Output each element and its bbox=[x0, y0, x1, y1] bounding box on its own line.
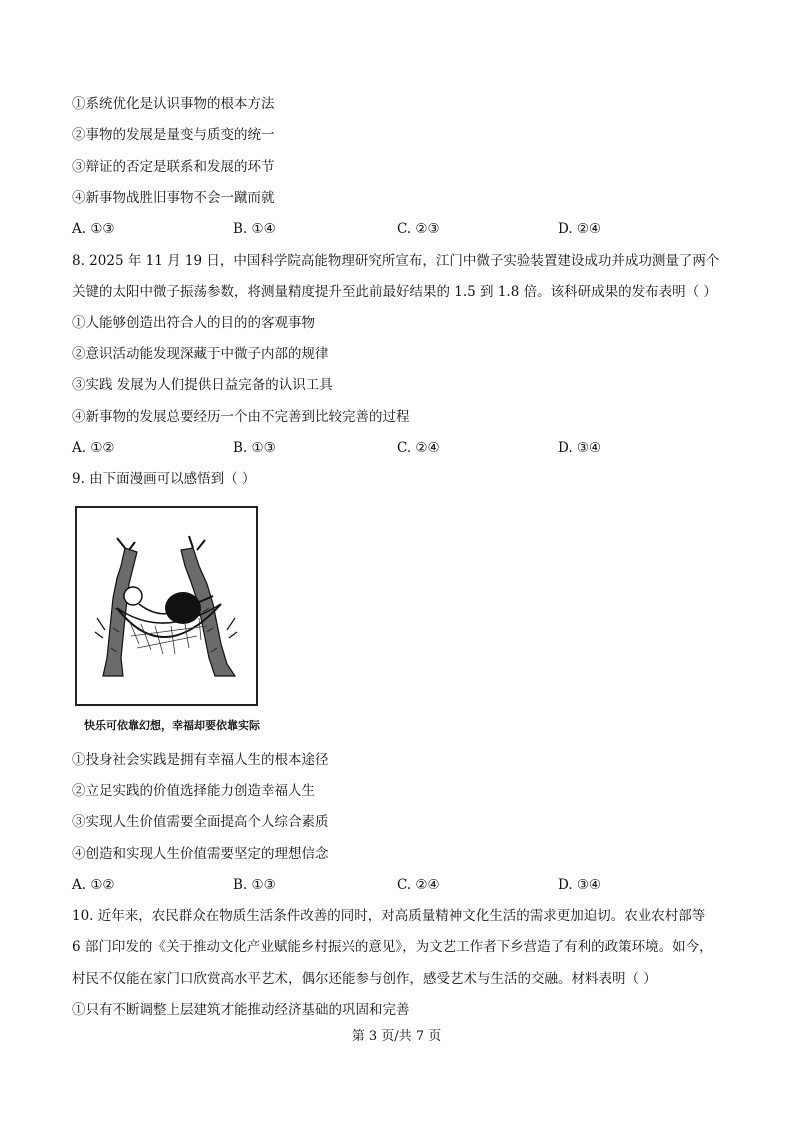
q8-choice-b[interactable]: B. ①③ bbox=[233, 440, 276, 456]
q7-option-2: ②事物的发展是量变与质变的统一 bbox=[72, 127, 275, 143]
q8-option-2: ②意识活动能发现深藏于中微子内部的规律 bbox=[72, 346, 329, 362]
q9-stem: 9. 由下面漫画可以感悟到（ ） bbox=[72, 471, 256, 487]
q10-stem-line-2: 6 部门印发的《关于推动文化产业赋能乡村振兴的意见》，为文艺工作者下乡营造了有利的政策环境。如今， bbox=[72, 939, 713, 955]
q9-option-1: ①投身社会实践是拥有幸福人生的根本途径 bbox=[72, 752, 329, 768]
hammock-drawing bbox=[77, 508, 256, 704]
q9-choice-a[interactable]: A. ①② bbox=[72, 877, 115, 893]
q7-option-4: ④新事物战胜旧事物不会一蹴而就 bbox=[72, 190, 275, 206]
q7-choice-d[interactable]: D. ②④ bbox=[558, 221, 602, 237]
comic-hammock-illustration bbox=[75, 506, 258, 706]
q8-option-4: ④新事物的发展总要经历一个由不完善到比较完善的过程 bbox=[72, 409, 410, 425]
q8-choice-c[interactable]: C. ②④ bbox=[397, 440, 440, 456]
q9-option-2: ②立足实践的价值选择能力创造幸福人生 bbox=[72, 783, 315, 799]
q7-choice-c[interactable]: C. ②③ bbox=[397, 221, 440, 237]
q7-choice-a[interactable]: A. ①③ bbox=[72, 221, 115, 237]
comic-caption: 快乐可依靠幻想，幸福却要依靠实际 bbox=[84, 719, 260, 732]
q7-option-1: ①系统优化是认识事物的根本方法 bbox=[72, 96, 275, 112]
q9-choice-c[interactable]: C. ②④ bbox=[397, 877, 440, 893]
q10-stem-line-3: 村民不仅能在家门口欣赏高水平艺术，偶尔还能参与创作，感受艺术与生活的交融。材料表明（ ） bbox=[72, 971, 657, 987]
q8-option-1: ①人能够创造出符合人的目的的客观事物 bbox=[72, 315, 315, 331]
q9-choice-d[interactable]: D. ③④ bbox=[558, 877, 602, 893]
q8-choice-a[interactable]: A. ①② bbox=[72, 440, 115, 456]
q7-option-3: ③辩证的否定是联系和发展的环节 bbox=[72, 159, 275, 175]
q7-choice-b[interactable]: B. ①④ bbox=[233, 221, 276, 237]
q9-option-3: ③实现人生价值需要全面提高个人综合素质 bbox=[72, 814, 329, 830]
q9-choice-b[interactable]: B. ①③ bbox=[233, 877, 276, 893]
q8-choice-d[interactable]: D. ③④ bbox=[558, 440, 602, 456]
page-number-footer: 第 3 页/共 7 页 bbox=[351, 1029, 442, 1044]
q9-option-4: ④创造和实现人生价值需要坚定的理想信念 bbox=[72, 846, 329, 862]
q8-stem-line-2: 关键的太阳中微子振荡参数，将测量精度提升至此前最好结果的 1.5 到 1.8 倍。该科研成果的发布表明（ ） bbox=[72, 284, 717, 300]
q10-stem-line-1: 10. 近年来，农民群众在物质生活条件改善的同时，对高质量精神文化生活的需求更加迫切。农业农村部等 bbox=[72, 908, 706, 924]
q8-stem-line-1: 8. 2025 年 11 月 19 日，中国科学院高能物理研究所宣布，江门中微子实验装置建设成功并成功测量了两个 bbox=[72, 253, 720, 269]
q10-option-1: ①只有不断调整上层建筑才能推动经济基础的巩固和完善 bbox=[72, 1002, 410, 1018]
q8-option-3: ③实践 发展为人们提供日益完备的认识工具 bbox=[72, 377, 333, 393]
